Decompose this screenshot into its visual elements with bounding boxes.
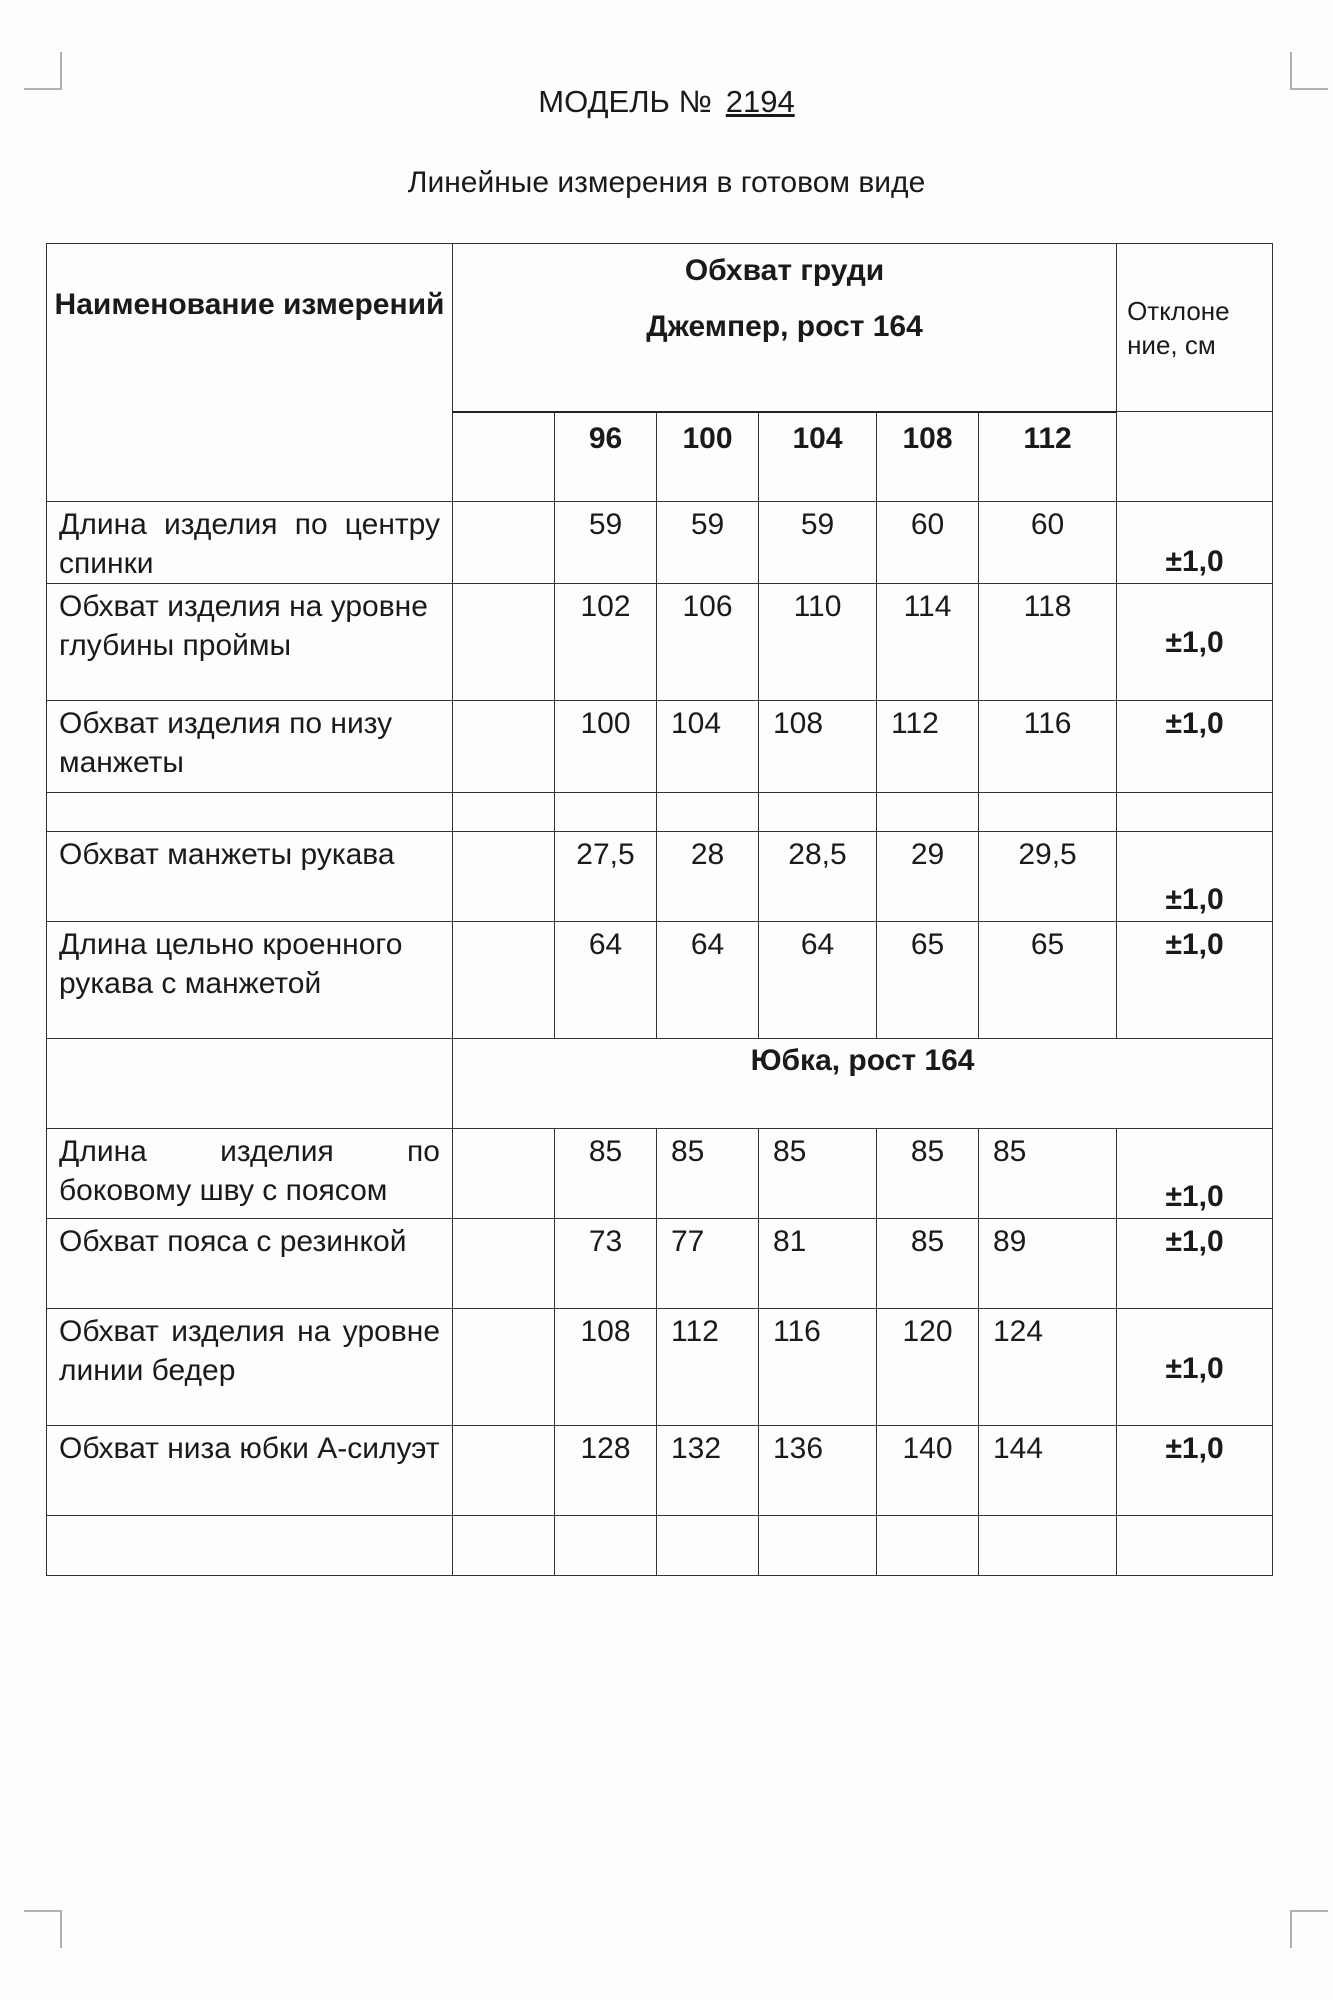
row-name: Длина изделия по боковому шву с поясом xyxy=(47,1129,453,1219)
deviation-cell: ±1,0 xyxy=(1117,1309,1273,1426)
deviation-cell: ±1,0 xyxy=(1117,502,1273,584)
row-name: Обхват изделия на уровне линии бедер xyxy=(47,1309,453,1426)
value-cell: 77 xyxy=(657,1219,759,1309)
value-cell: 59 xyxy=(555,502,657,584)
value-cell: 85 xyxy=(877,1129,979,1219)
value-cell: 64 xyxy=(657,922,759,1039)
value-cell: 104 xyxy=(657,701,759,793)
value-cell: 108 xyxy=(555,1309,657,1426)
value-cell: 65 xyxy=(877,922,979,1039)
value-cell: 29,5 xyxy=(979,832,1117,922)
deviation-cell: ±1,0 xyxy=(1117,832,1273,922)
row-name: Обхват изделия на уровне глубины проймы xyxy=(47,584,453,701)
table-row xyxy=(47,922,1273,1039)
skirt-section-header: Юбка, рост 164 xyxy=(453,1039,1273,1129)
measurement-table xyxy=(46,243,1273,1576)
empty-cell xyxy=(453,1309,555,1426)
deviation-cell: ±1,0 xyxy=(1117,1219,1273,1309)
value-cell: 128 xyxy=(555,1426,657,1516)
table-row xyxy=(47,584,1273,701)
value-cell: 144 xyxy=(979,1426,1117,1516)
skirt-section-row xyxy=(47,1039,1273,1129)
deviation-cell: ±1,0 xyxy=(1117,584,1273,701)
value-cell: 89 xyxy=(979,1219,1117,1309)
value-cell: 120 xyxy=(877,1309,979,1426)
size-cell-empty xyxy=(453,412,555,502)
jumper-height-label: Джемпер, рост 164 xyxy=(646,310,923,343)
empty-row xyxy=(47,1516,1273,1576)
row-name: Обхват пояса с резинкой xyxy=(47,1219,453,1309)
empty-cell xyxy=(453,701,555,793)
value-cell: 60 xyxy=(877,502,979,584)
value-cell: 59 xyxy=(657,502,759,584)
value-cell: 29 xyxy=(877,832,979,922)
value-cell: 85 xyxy=(555,1129,657,1219)
value-cell: 132 xyxy=(657,1426,759,1516)
model-number: 2194 xyxy=(725,84,795,119)
value-cell: 65 xyxy=(979,922,1117,1039)
table-row xyxy=(47,1426,1273,1516)
table-header-row xyxy=(47,244,1273,412)
size-100: 100 xyxy=(657,412,759,502)
value-cell: 116 xyxy=(979,701,1117,793)
table-row xyxy=(47,701,1273,793)
empty-cell xyxy=(453,1219,555,1309)
value-cell: 118 xyxy=(979,584,1117,701)
deviation-cell: ±1,0 xyxy=(1117,701,1273,793)
deviation-header: Отклоне ние, см xyxy=(1117,244,1273,412)
value-cell: 100 xyxy=(555,701,657,793)
table-row xyxy=(47,832,1273,922)
value-cell: 106 xyxy=(657,584,759,701)
value-cell: 102 xyxy=(555,584,657,701)
jumper-group-header xyxy=(453,244,1117,412)
crop-mark-bottom-left xyxy=(24,1910,62,1948)
row-name: Обхват низа юбки А-силуэт xyxy=(47,1426,453,1516)
empty-cell xyxy=(453,584,555,701)
table-row xyxy=(47,1219,1273,1309)
document-subtitle: Линейные измерения в готовом виде xyxy=(407,166,926,199)
empty-cell xyxy=(453,502,555,584)
value-cell: 108 xyxy=(759,701,877,793)
empty-row xyxy=(47,793,1273,832)
value-cell: 81 xyxy=(759,1219,877,1309)
size-112: 112 xyxy=(979,412,1117,502)
value-cell: 64 xyxy=(759,922,877,1039)
size-108: 108 xyxy=(877,412,979,502)
value-cell: 110 xyxy=(759,584,877,701)
empty-cell xyxy=(453,1129,555,1219)
empty-cell xyxy=(47,1039,453,1129)
table-row xyxy=(47,502,1273,584)
value-cell: 85 xyxy=(759,1129,877,1219)
deviation-cell: ±1,0 xyxy=(1117,1129,1273,1219)
value-cell: 28 xyxy=(657,832,759,922)
empty-cell xyxy=(453,922,555,1039)
table-row xyxy=(47,1129,1273,1219)
value-cell: 136 xyxy=(759,1426,877,1516)
deviation-cell: ±1,0 xyxy=(1117,922,1273,1039)
row-name: Обхват манжеты рукава xyxy=(47,832,453,922)
model-title xyxy=(0,84,1333,120)
value-cell: 112 xyxy=(657,1309,759,1426)
empty-cell xyxy=(453,1426,555,1516)
empty-cell xyxy=(453,832,555,922)
value-cell: 85 xyxy=(979,1129,1117,1219)
value-cell: 64 xyxy=(555,922,657,1039)
size-deviation-empty xyxy=(1117,412,1273,502)
model-label: МОДЕЛЬ № xyxy=(538,84,712,119)
value-cell: 140 xyxy=(877,1426,979,1516)
value-cell: 73 xyxy=(555,1219,657,1309)
value-cell: 59 xyxy=(759,502,877,584)
deviation-cell: ±1,0 xyxy=(1117,1426,1273,1516)
crop-mark-bottom-right xyxy=(1290,1910,1328,1948)
value-cell: 116 xyxy=(759,1309,877,1426)
table-row xyxy=(47,1309,1273,1426)
value-cell: 27,5 xyxy=(555,832,657,922)
row-name: Длина цельно кроенного рукава с манжетой xyxy=(47,922,453,1039)
chest-girth-label: Обхват груди xyxy=(684,254,885,287)
value-cell: 114 xyxy=(877,584,979,701)
value-cell: 85 xyxy=(877,1219,979,1309)
row-name: Обхват изделия по низу манжеты xyxy=(47,701,453,793)
value-cell: 124 xyxy=(979,1309,1117,1426)
measurement-name-header: Наименование измерений xyxy=(47,244,453,502)
size-104: 104 xyxy=(759,412,877,502)
value-cell: 28,5 xyxy=(759,832,877,922)
value-cell: 60 xyxy=(979,502,1117,584)
value-cell: 112 xyxy=(877,701,979,793)
row-name: Длина изделия по центру спинки xyxy=(47,502,453,584)
size-96: 96 xyxy=(555,412,657,502)
value-cell: 85 xyxy=(657,1129,759,1219)
